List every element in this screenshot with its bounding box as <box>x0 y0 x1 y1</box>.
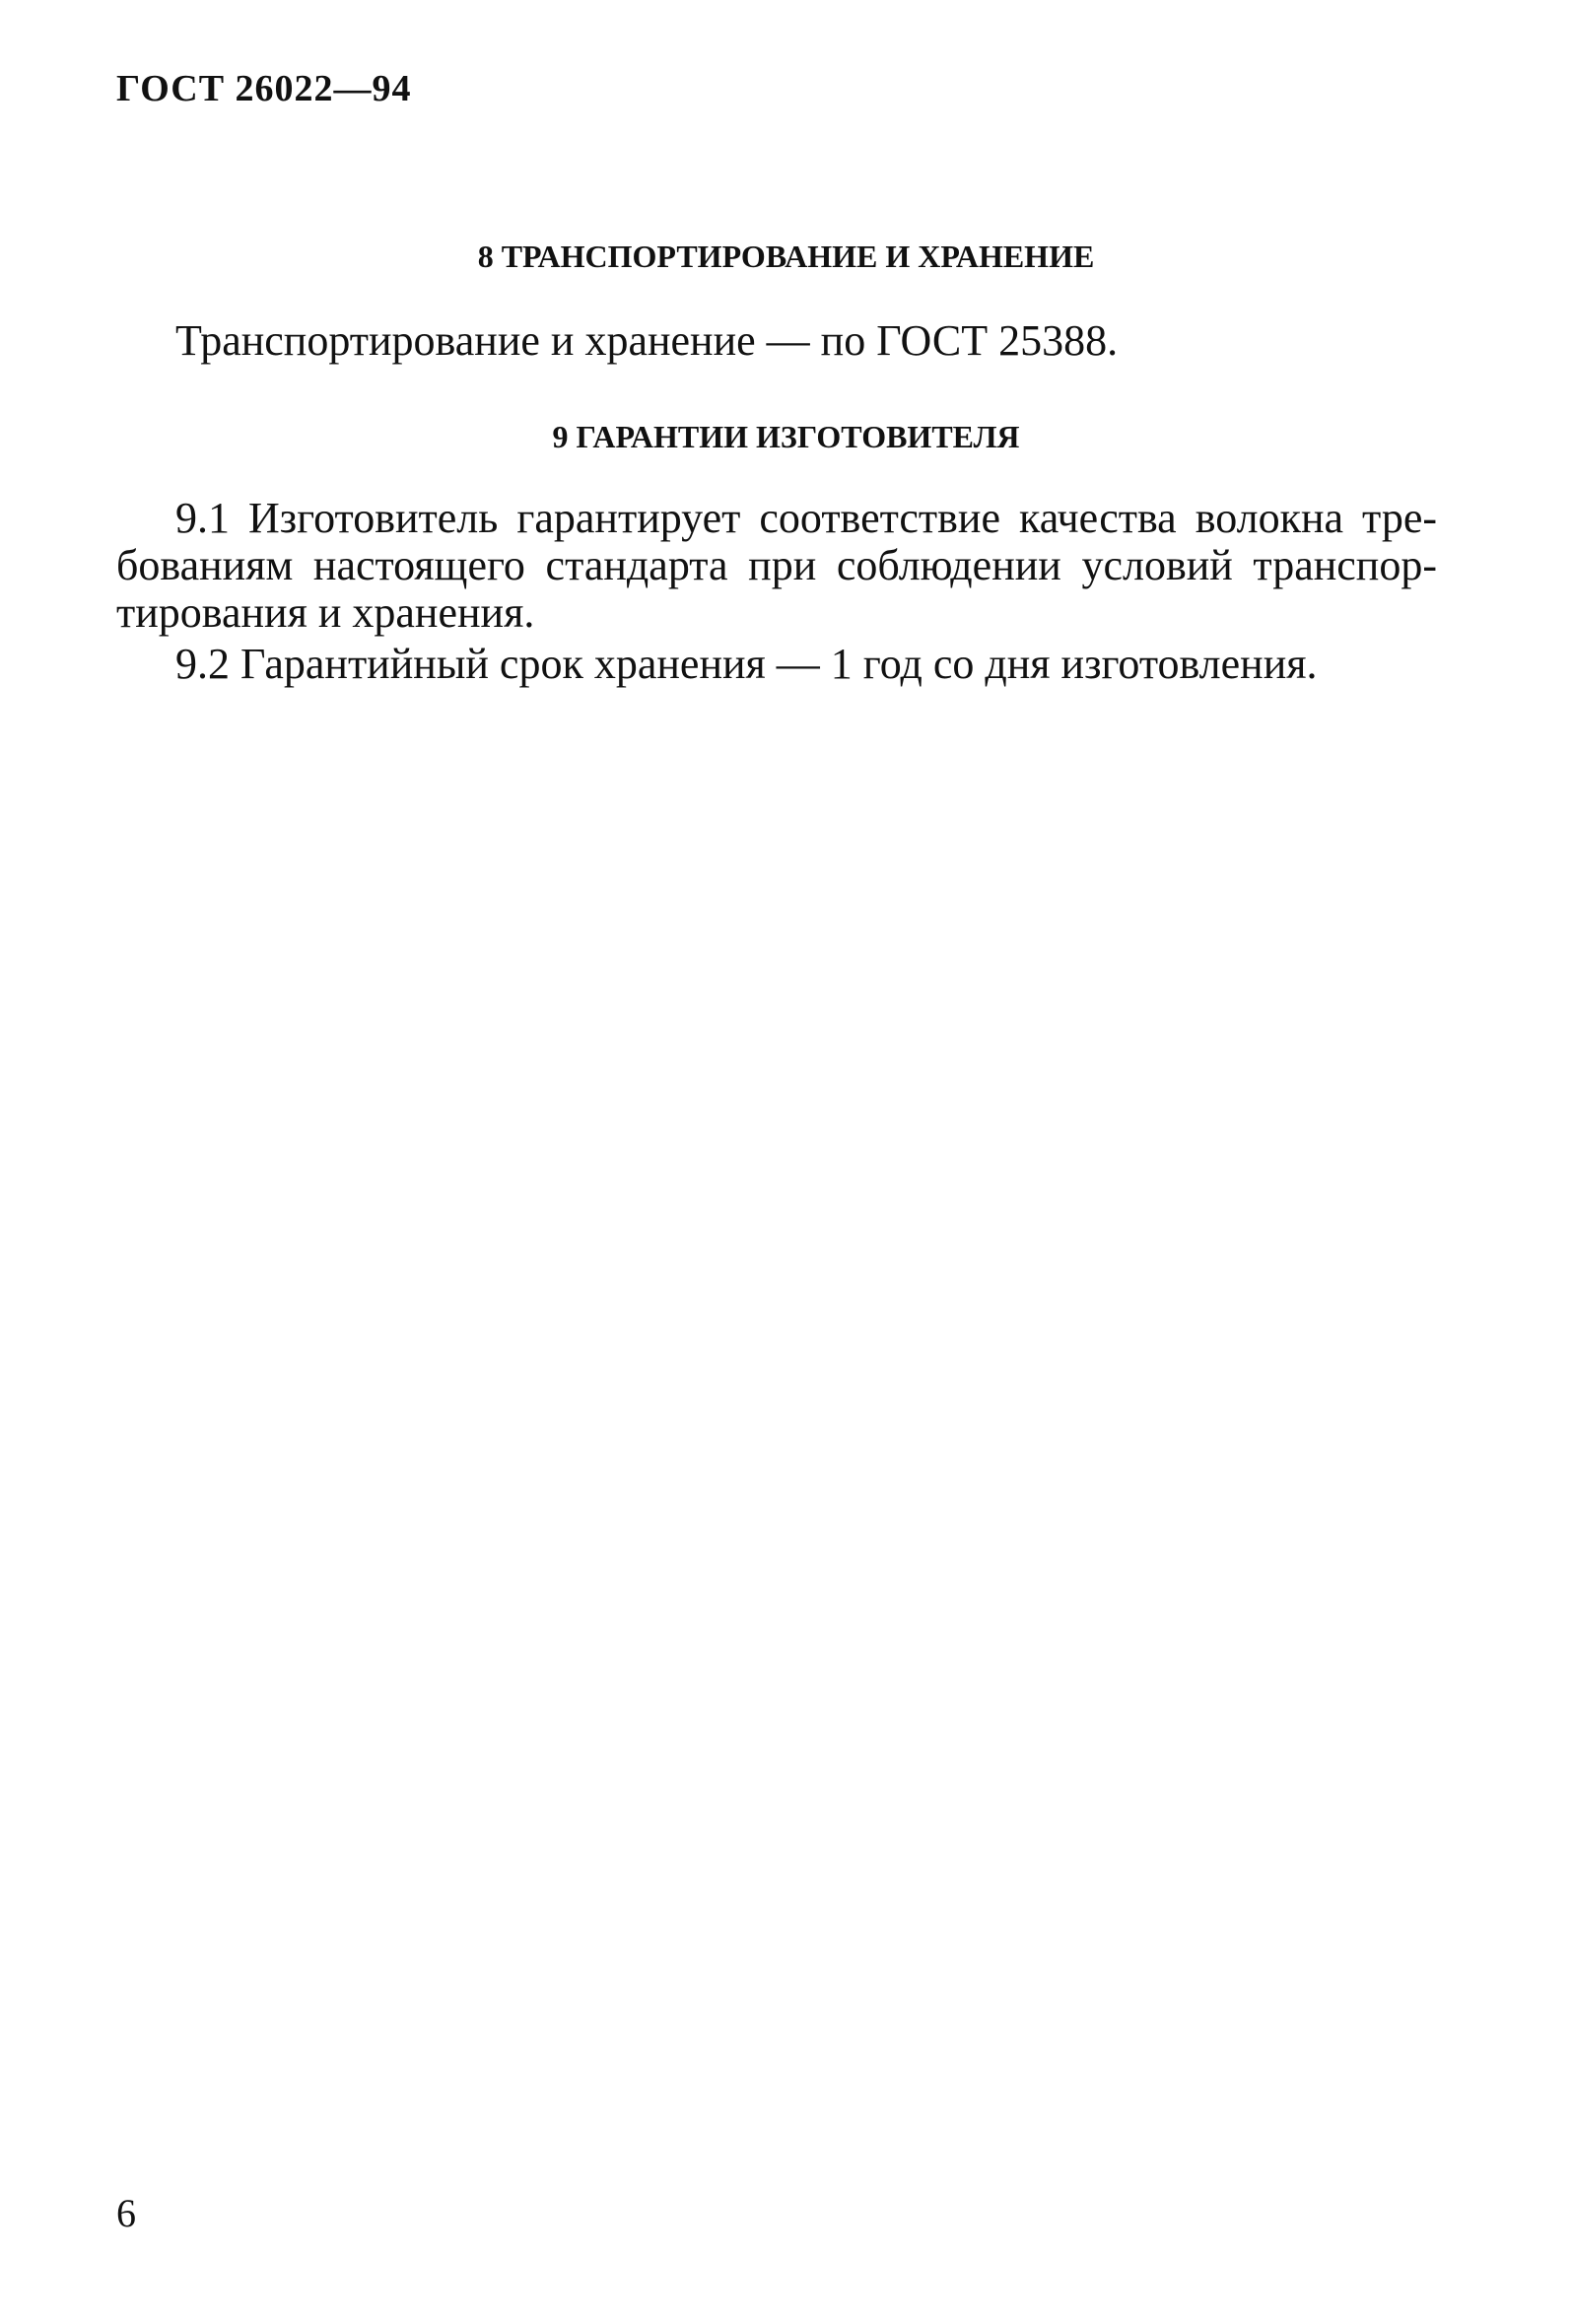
section-9-title: 9 ГАРАНТИИ ИЗГОТОВИТЕЛЯ <box>552 419 1020 454</box>
paragraph-9-1 <box>116 495 1437 637</box>
paragraph-9-1-line-2: бованиям настоящего стандарта при соблюдении условий транспор- <box>116 542 1437 589</box>
section-8-text: Транспортирование и хранение — по ГОСТ 25388. <box>175 316 1119 365</box>
section-8-title: 8 ТРАНСПОРТИРОВАНИЕ И ХРАНЕНИЕ <box>477 239 1095 274</box>
standard-designation: ГОСТ 26022—94 <box>116 68 412 109</box>
page-number: 6 <box>116 2191 136 2235</box>
paragraph-9-1-line-1: 9.1 Изготовитель гарантирует соответствие качества волокна тре- <box>175 495 1437 542</box>
paragraph-9-1-line-3: тирования и хранения. <box>116 588 535 637</box>
paragraph-9-2: 9.2 Гарантийный срок хранения — 1 год со дня изготовления. <box>175 640 1318 688</box>
